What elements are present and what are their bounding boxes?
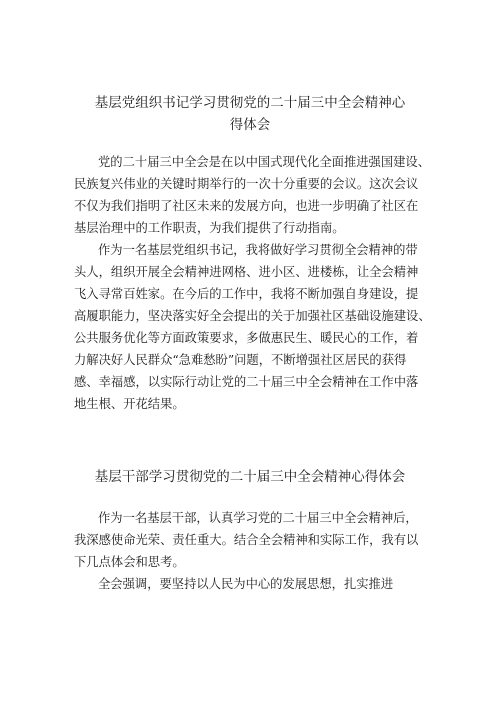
paragraph-line: 全会强调，要坚持以人民为中心的发展思想，扎实推进 [98, 577, 394, 591]
paragraph-line: 公共服务优化等方面政策要求，多做惠民生、暖民心的工作，着 [74, 331, 419, 345]
paragraph-line: 感、幸福感，以实际行动让党的二十届三中全会精神在工作中落 [74, 375, 419, 389]
paragraph-line: 飞入寻常百姓家。在今后的工作中，我将不断加强自身建设，提 [74, 287, 419, 301]
paragraph-line: 力解决好人民群众“急难愁盼”问题，不断增强社区居民的获得 [74, 353, 407, 367]
paragraph-line: 民族复兴伟业的关键时期举行的一次十分重要的会议。这次会议 [74, 177, 419, 191]
article-title-line-1: 基层党组织书记学习贯彻党的二十届三中全会精神心 [94, 95, 406, 111]
paragraph-line: 不仅为我们指明了社区未来的发展方向，也进一步明确了社区在 [74, 199, 419, 213]
paragraph-line: 地生根、开花结果。 [74, 397, 185, 411]
paragraph-line: 党的二十届三中全会是在以中国式现代化全面推进强国建设、 [98, 155, 431, 169]
paragraph-line: 头人，组织开展全会精神进网格、进小区、进楼栋，让全会精神 [74, 265, 419, 279]
paragraph-line: 高履职能力，坚决落实好全会提出的关于加强社区基础设施建设、 [74, 309, 431, 323]
paragraph-2 [74, 239, 444, 415]
paragraph-1 [74, 151, 444, 239]
paragraph-line: 下几点体会和思考。 [74, 555, 185, 569]
paragraph-line: 我深感使命光荣、责任重大。结合全会精神和实际工作，我有以 [74, 533, 419, 547]
paragraph-line: 作为一名基层党组织书记，我将做好学习贯彻全会精神的带 [98, 243, 418, 257]
paragraph-4 [74, 573, 444, 595]
article-title-line-2: 得体会 [229, 117, 271, 133]
paragraph-line: 作为一名基层干部，认真学习党的二十届三中全会精神后， [98, 511, 418, 525]
paragraph-3 [74, 507, 444, 573]
paragraph-line: 基层治理中的工作职责，为我们提供了行动指南。 [74, 221, 345, 235]
article-2-title: 基层干部学习贯彻党的二十届三中全会精神心得体会 [94, 469, 406, 485]
